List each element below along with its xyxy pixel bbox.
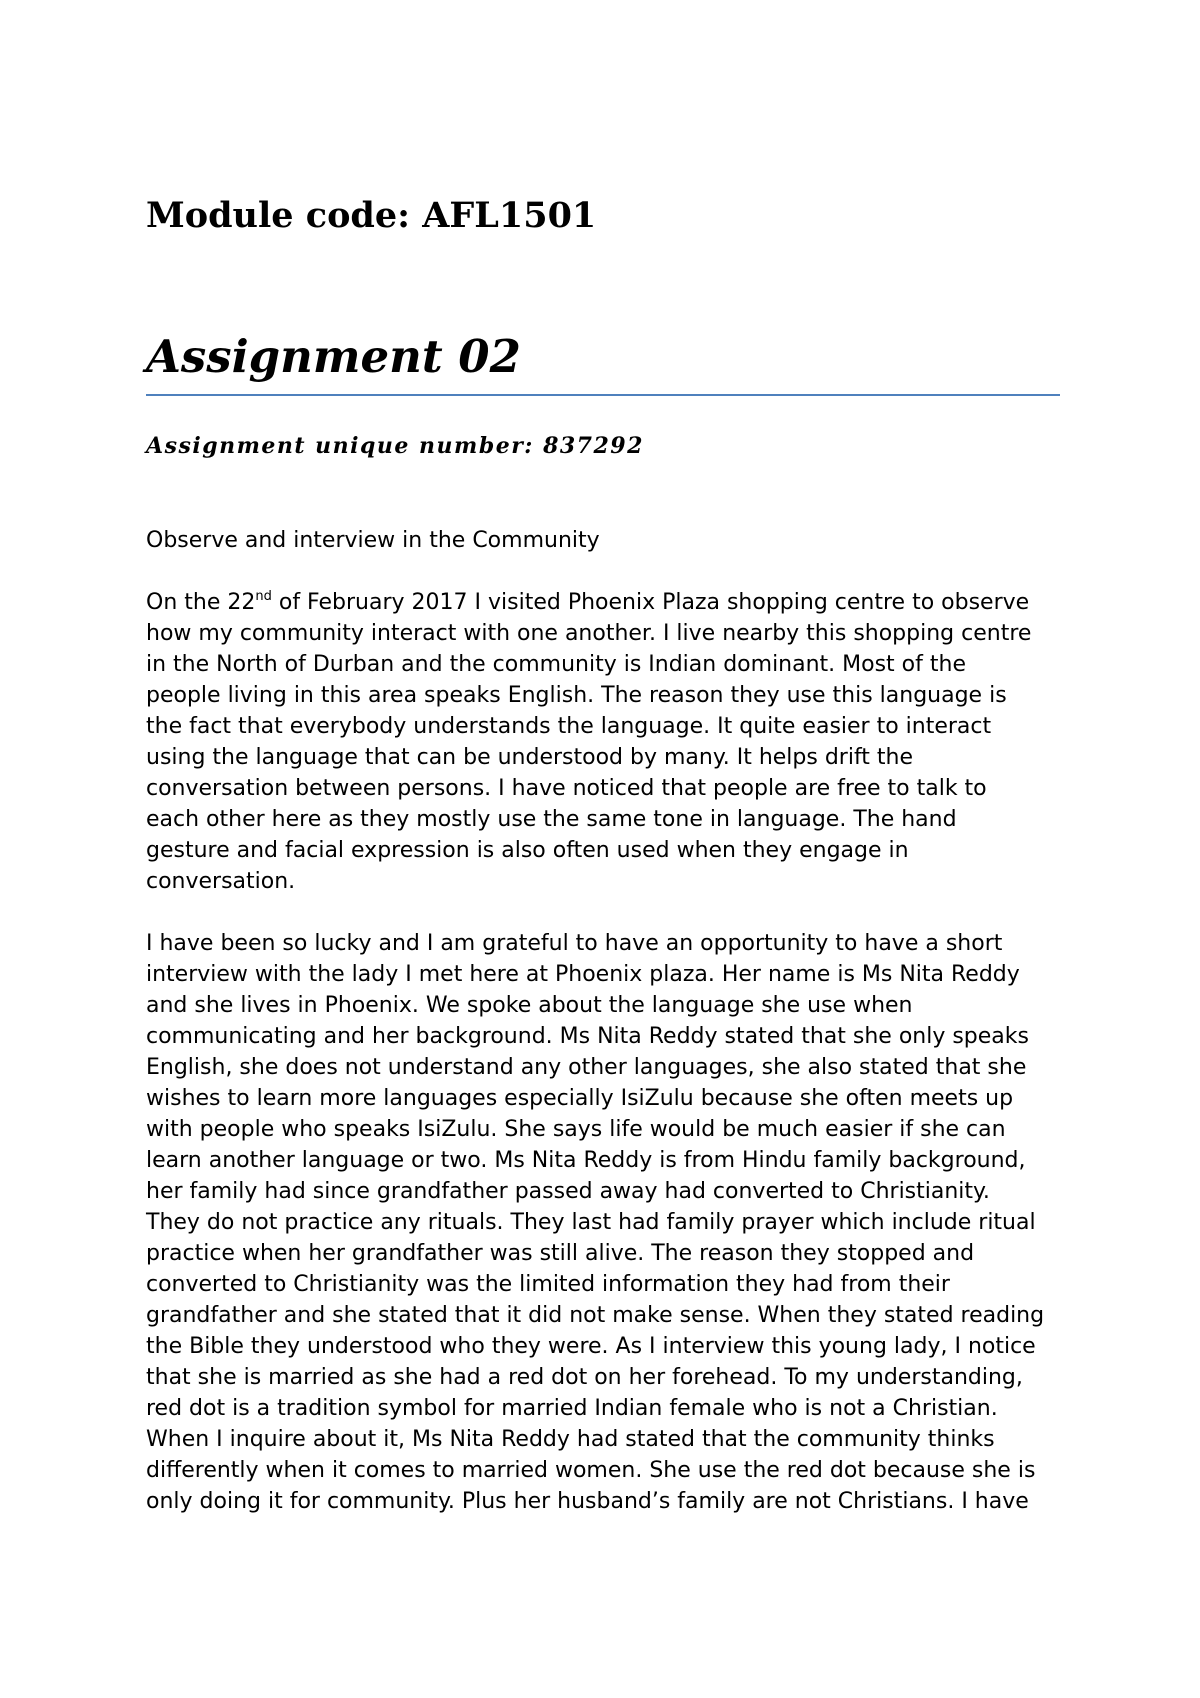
date-prefix-text: On the 22 bbox=[146, 590, 256, 615]
paragraph-line: practice when her grandfather was still alive. The reason they stopped and bbox=[146, 1241, 975, 1266]
paragraph-line: the Bible they understood who they were. As I interview this young lady, I notice bbox=[146, 1334, 1036, 1359]
paragraph-line: English, she does not understand any other languages, she also stated that she bbox=[146, 1055, 1027, 1080]
paragraph-observation bbox=[146, 587, 1066, 897]
module-code-heading: Module code: AFL1501 bbox=[146, 195, 597, 236]
paragraph-line: and she lives in Phoenix. We spoke about the language she use when bbox=[146, 993, 913, 1018]
paragraph-line: people living in this area speaks English. The reason they use this language is bbox=[146, 683, 1007, 708]
section-subtitle: Observe and interview in the Community bbox=[146, 528, 600, 553]
paragraph-line: When I inquire about it, Ms Nita Reddy had stated that the community thinks bbox=[146, 1427, 995, 1452]
paragraph-line: converted to Christianity was the limited information they had from their bbox=[146, 1272, 950, 1297]
paragraph-line: only doing it for community. Plus her husband’s family are not Christians. I have bbox=[146, 1489, 1029, 1514]
paragraph-line: the fact that everybody understands the language. It quite easier to interact bbox=[146, 714, 992, 739]
paragraph-line: red dot is a tradition symbol for married Indian female who is not a Christian. bbox=[146, 1396, 998, 1421]
ordinal-superscript: nd bbox=[255, 589, 272, 604]
paragraph-line: They do not practice any rituals. They last had family prayer which include ritual bbox=[146, 1210, 1036, 1235]
assignment-unique-number: Assignment unique number: 837292 bbox=[146, 433, 644, 459]
paragraph-line: I have been so lucky and I am grateful to have an opportunity to have a short bbox=[146, 931, 1003, 956]
paragraph-line: communicating and her background. Ms Nita Reddy stated that she only speaks bbox=[146, 1024, 1029, 1049]
paragraph-interview bbox=[146, 928, 1066, 1517]
paragraph-line bbox=[146, 587, 1066, 618]
paragraph-line: in the North of Durban and the community is Indian dominant. Most of the bbox=[146, 652, 966, 677]
paragraph-line: her family had since grandfather passed away had converted to Christianity. bbox=[146, 1179, 990, 1204]
paragraph-line: how my community interact with one another. I live nearby this shopping centre bbox=[146, 621, 1032, 646]
paragraph-line: learn another language or two. Ms Nita Reddy is from Hindu family background, bbox=[146, 1148, 1026, 1173]
paragraph-line: interview with the lady I met here at Phoenix plaza. Her name is Ms Nita Reddy bbox=[146, 962, 1020, 987]
paragraph-line: grandfather and she stated that it did not make sense. When they stated reading bbox=[146, 1303, 1045, 1328]
paragraph-line: each other here as they mostly use the same tone in language. The hand bbox=[146, 807, 957, 832]
paragraph-line: gesture and facial expression is also often used when they engage in bbox=[146, 838, 909, 863]
paragraph-line: wishes to learn more languages especially IsiZulu because she often meets up bbox=[146, 1086, 1014, 1111]
paragraph-line: that she is married as she had a red dot on her forehead. To my understanding, bbox=[146, 1365, 1023, 1390]
date-suffix-text: of February 2017 I visited Phoenix Plaza shopping centre to observe bbox=[271, 590, 1030, 615]
assignment-title: Assignment 02 bbox=[146, 330, 521, 383]
paragraph-line: conversation. bbox=[146, 869, 296, 894]
paragraph-line: with people who speaks IsiZulu. She says life would be much easier if she can bbox=[146, 1117, 1006, 1142]
paragraph-line: differently when it comes to married women. She use the red dot because she is bbox=[146, 1458, 1036, 1483]
paragraph-line: conversation between persons. I have noticed that people are free to talk to bbox=[146, 776, 987, 801]
title-underline-rule bbox=[146, 394, 1060, 396]
paragraph-line: using the language that can be understood by many. It helps drift the bbox=[146, 745, 914, 770]
